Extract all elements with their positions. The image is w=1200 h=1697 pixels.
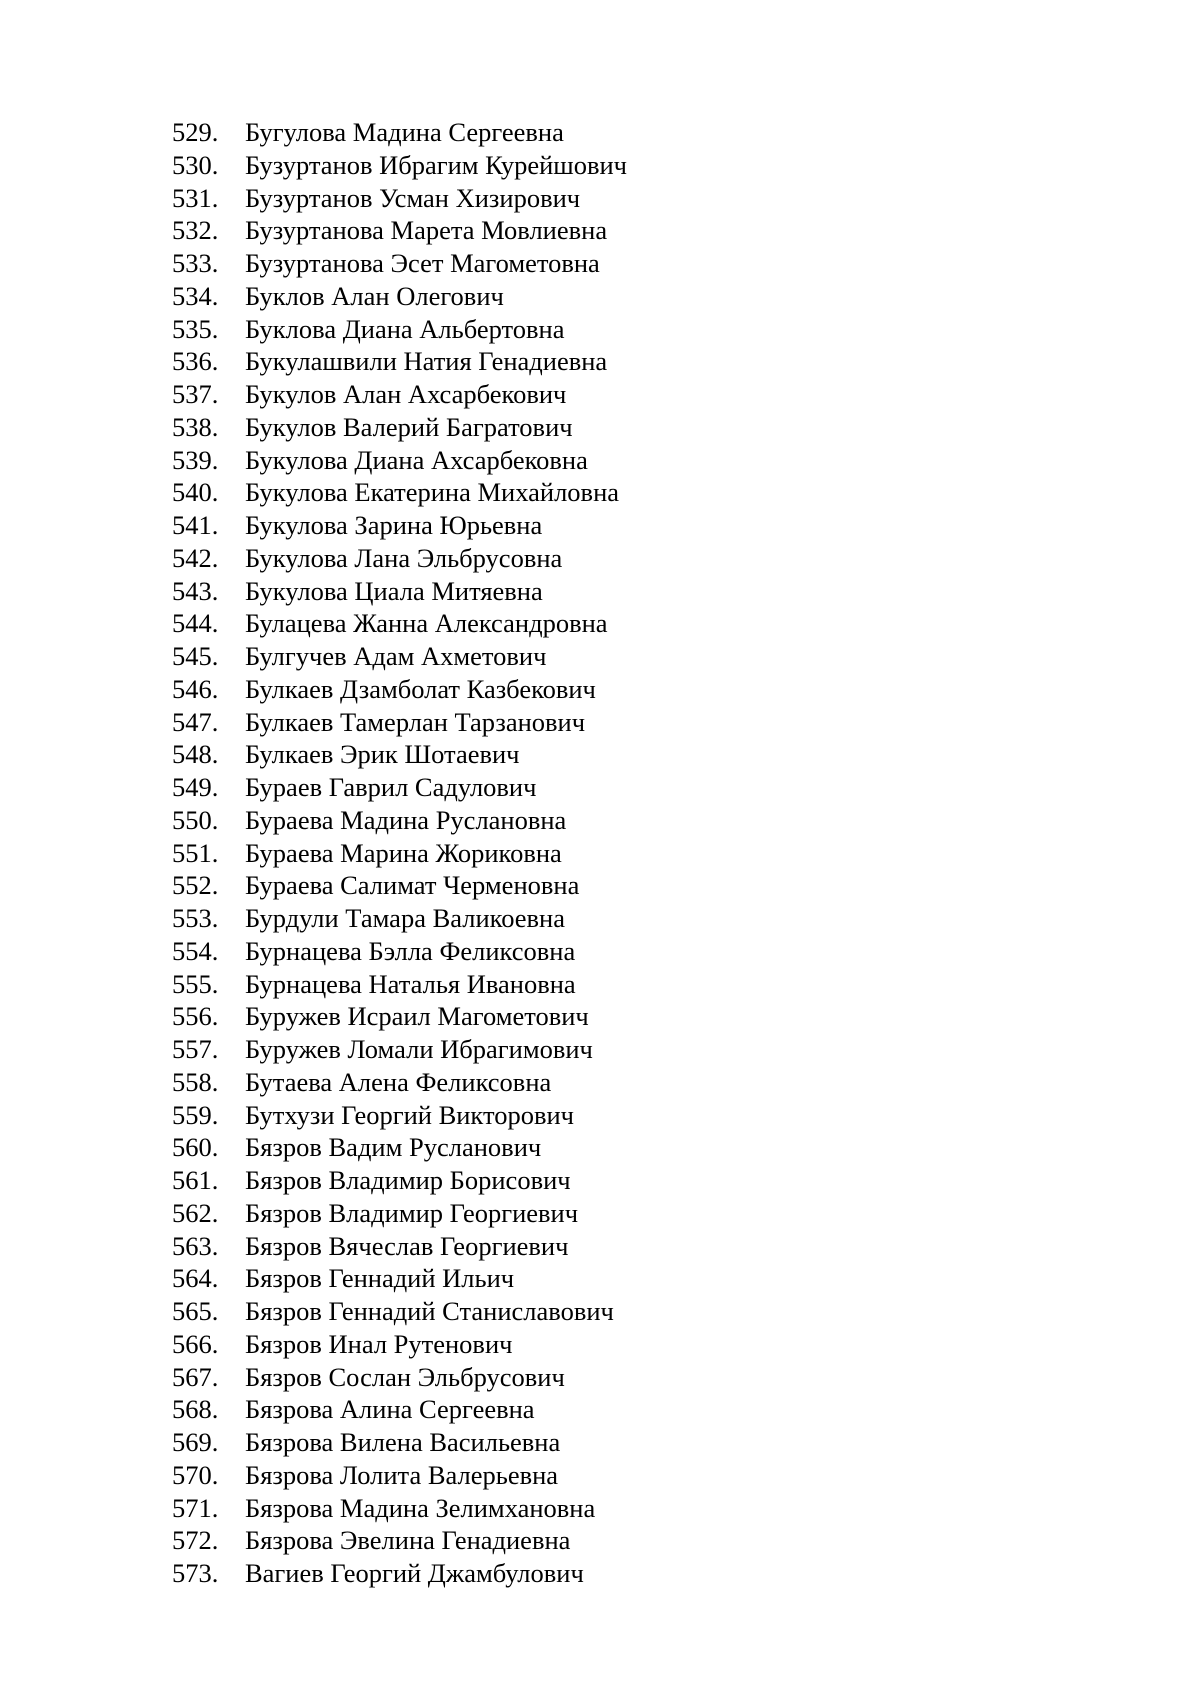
list-item-number: 565. [172,1296,219,1326]
list-item-number: 529. [172,117,219,147]
list-item-name: Бузуртанов Ибрагим Курейшович [245,149,627,180]
list-item-number: 562. [172,1197,219,1228]
list-item-name: Бутхузи Георгий Викторович [245,1099,574,1130]
list-item-number: 572. [172,1525,219,1556]
list-item-number: 553. [172,903,219,933]
list-item-name: Бузуртанова Эсет Магометовна [245,248,600,278]
list-item-number: 557. [172,1034,219,1064]
list-item-name: Вагиев Георгий Джамбулович [245,1558,584,1588]
list-item-name: Бязрова Эвелина Генадиевна [245,1525,571,1556]
list-item-number: 537. [172,379,219,409]
list-item-number: 550. [172,804,219,835]
list-item-name: Бузуртанова Марета Мовлиевна [245,215,608,246]
list-item-name: Бураева Мадина Руслановна [245,804,567,835]
list-item-name: Букулова Лана Эльбрусовна [245,542,563,573]
list-item-number: 556. [172,1001,219,1032]
list-item-name: Бузуртанов Усман Хизирович [245,182,581,213]
list-item-name: Бураева Салимат Черменовна [245,870,580,901]
list-item-name: Бугулова Мадина Сергеевна [245,117,564,147]
list-item-name: Бурнацева Бэлла Феликсовна [245,935,576,966]
list-item-number: 536. [172,346,219,377]
list-item-name: Буклов Алан Олегович [245,280,504,311]
list-item-number: 534. [172,280,219,311]
list-item-number: 532. [172,215,219,246]
list-item-number: 545. [172,641,219,671]
list-item-name: Булкаев Тамерлан Тарзанович [245,706,586,737]
list-item-name: Букулов Алан Ахсарбекович [245,379,567,409]
list-item-name: Бурдули Тамара Валикоевна [245,903,565,933]
list-item-name: Букулов Валерий Багратович [245,411,573,442]
list-item-name: Бураев Гаврил Садулович [245,772,537,802]
list-item-name: Бязров Вадим Русланович [245,1132,542,1163]
list-item-name: Бязров Владимир Борисович [245,1165,571,1195]
list-item-number: 563. [172,1230,219,1261]
list-item-name: Бутаева Алена Феликсовна [245,1066,552,1097]
list-item-number: 543. [172,575,219,606]
list-item-name: Буружев Ломали Ибрагимович [245,1034,593,1064]
list-item-name: Букулова Диана Ахсарбековна [245,444,588,475]
list-item-number: 559. [172,1099,219,1130]
list-item-number: 571. [172,1492,219,1523]
list-item-name: Бязров Вячеслав Георгиевич [245,1230,569,1261]
list-item-name: Бязров Инал Рутенович [245,1328,513,1359]
list-item-number: 540. [172,477,219,508]
list-item-number: 552. [172,870,219,901]
list-item-name: Бураева Марина Жориковна [245,837,562,868]
list-item-name: Бурнацева Наталья Ивановна [245,968,576,999]
list-item-name: Булацева Жанна Александровна [245,608,608,639]
list-item-name: Бязрова Вилена Васильевна [245,1427,561,1457]
list-item-number: 538. [172,411,219,442]
list-item-number: 546. [172,673,219,704]
list-item-number: 567. [172,1361,219,1392]
list-item-number: 535. [172,313,219,344]
list-item-name: Букулова Екатерина Михайловна [245,477,620,508]
list-item-number: 558. [172,1066,219,1097]
list-item-number: 547. [172,706,219,737]
list-item-name: Буружев Исраил Магометович [245,1001,589,1032]
list-item-name: Букулова Циала Митяевна [245,575,543,606]
list-item-number: 561. [172,1165,219,1195]
list-item-name: Бязров Владимир Георгиевич [245,1197,579,1228]
list-item-number: 533. [172,248,219,278]
list-item-number: 566. [172,1328,219,1359]
list-item-name: Бязров Геннадий Станиславович [245,1296,614,1326]
list-item-number: 570. [172,1459,219,1490]
list-item-name: Буклова Диана Альбертовна [245,313,565,344]
list-item-number: 555. [172,968,219,999]
list-item-name: Бязров Геннадий Ильич [245,1263,515,1294]
list-item-number: 531. [172,182,219,213]
list-item-name: Бязрова Мадина Зелимхановна [245,1492,596,1523]
list-item-number: 573. [172,1558,219,1588]
list-item-number: 530. [172,149,219,180]
list-item-number: 542. [172,542,219,573]
list-item-number: 554. [172,935,219,966]
list-item-number: 564. [172,1263,219,1294]
list-item-number: 569. [172,1427,219,1457]
list-item-name: Бязрова Алина Сергеевна [245,1394,535,1425]
list-item-number: 549. [172,772,219,802]
list-item-number: 544. [172,608,219,639]
list-item-number: 541. [172,510,219,540]
list-item-name: Булгучев Адам Ахметович [245,641,547,671]
list-item-name: Букулашвили Натия Генадиевна [245,346,608,377]
list-item-number: 551. [172,837,219,868]
list-item-name: Бязрова Лолита Валерьевна [245,1459,559,1490]
list-item-number: 568. [172,1394,219,1425]
list-item-name: Бязров Сослан Эльбрусович [245,1361,565,1392]
list-item-name: Булкаев Дзамболат Казбекович [245,673,596,704]
list-item-name: Булкаев Эрик Шотаевич [245,739,520,770]
list-item-number: 560. [172,1132,219,1163]
list-item-number: 539. [172,444,219,475]
list-item-name: Букулова Зарина Юрьевна [245,510,543,540]
list-item-number: 548. [172,739,219,770]
